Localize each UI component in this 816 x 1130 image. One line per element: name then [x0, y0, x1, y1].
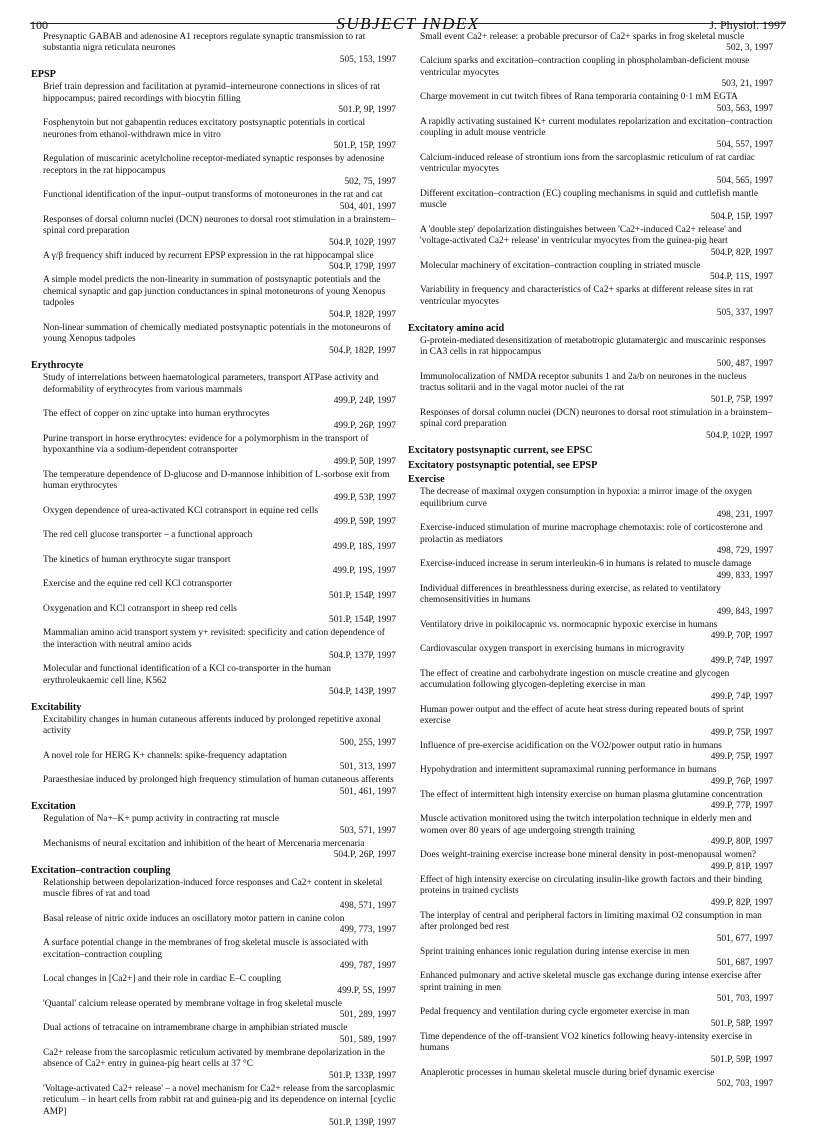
entry-title: Study of interrelations between haematological parameters, transport ATPase activity and deformability of erythrocytes from various mammals	[43, 373, 379, 395]
index-entry	[408, 487, 773, 522]
index-heading: Excitatory postsynaptic current, see EPSC	[408, 445, 593, 456]
index-entry	[31, 251, 396, 274]
index-entry	[408, 911, 773, 946]
entry-reference: 499, 773, 1997	[339, 925, 396, 935]
entry-title: Regulation of Na+–K+ pump activity in contracting rat muscle	[43, 814, 280, 824]
entry-title: Ca2+ release from the sarcoplasmic reticulum activated by membrane depolarization in the absence of Ca2+ entry in guinea-pig heart cells at 37 °C	[43, 1047, 385, 1069]
entry-title: Hypohydration and intermittent supramaximal running performance in humans	[420, 765, 717, 775]
index-heading: Excitation–contraction coupling	[31, 864, 171, 876]
entry-title: Responses of dorsal column nuclei (DCN) neurones to dorsal root stimulation in a brainstem–spinal cord preparation	[43, 214, 396, 236]
index-entry	[408, 559, 773, 582]
entry-title: Local changes in [Ca2+] and their role in cardiac E–C coupling	[43, 974, 282, 984]
index-entry	[31, 530, 396, 553]
index-entry	[31, 409, 396, 432]
index-entry	[31, 938, 396, 973]
entry-reference: 499.P, 75P, 1997	[710, 752, 773, 762]
entry-reference: 499.P, 82P, 1997	[710, 897, 773, 908]
entry-title: Mechanisms of neural excitation and inhibition of the heart of Mercenaria mercenaria	[43, 838, 365, 849]
index-entry	[408, 875, 773, 910]
entry-title: Purine transport in horse erythrocytes: evidence for a polymorphism in the transport of hypoxanthine via a sodium-dependent cotransporter	[43, 433, 369, 455]
index-entry	[408, 971, 773, 1006]
index-entry	[408, 336, 773, 371]
index-entry	[408, 523, 773, 558]
index-entry	[31, 914, 396, 937]
index-entry	[31, 715, 396, 750]
index-entry	[408, 261, 773, 284]
entry-reference: 504.P, 102P, 1997	[329, 237, 396, 248]
entry-title: A rapidly activating sustained K+ current modulates repolarization and excitation–contraction coupling in adult mouse ventricle	[420, 116, 773, 138]
entry-title: Sprint training enhances ionic regulation during intense exercise in men	[420, 946, 690, 957]
entry-reference: 501.P, 75P, 1997	[710, 394, 773, 405]
index-entry	[408, 814, 773, 849]
index-entry	[31, 604, 396, 627]
index-heading: EPSP	[31, 69, 56, 80]
entry-reference: 501, 461, 1997	[339, 786, 396, 797]
entry-reference: 501.P, 59P, 1997	[710, 1054, 773, 1065]
entry-title: Molecular and functional identification of a KCl co-transporter in the human erythroleukaemic cell line, K562	[43, 664, 331, 686]
index-heading: Exercise	[408, 474, 445, 485]
entry-reference: 499.P, 24P, 1997	[333, 396, 396, 406]
entry-reference: 499, 843, 1997	[716, 606, 773, 617]
index-heading: Erythrocyte	[31, 360, 84, 371]
entry-reference: 501.P, 133P, 1997	[329, 1070, 396, 1081]
entry-reference: 501.P, 9P, 1997	[338, 105, 396, 115]
entry-reference: 504.P, 15P, 1997	[710, 211, 773, 222]
index-entry	[31, 555, 396, 578]
entry-reference: 504.P, 179P, 1997	[329, 262, 396, 272]
index-entry	[31, 664, 396, 699]
entry-title: Different excitation–contraction (EC) coupling mechanisms in squid and cuttlefish mantle muscle	[420, 188, 759, 210]
entry-title: Relationship between depolarization-induced force responses and Ca2+ content in skeletal muscle fibres of rat and toad	[43, 877, 383, 899]
entry-reference: 499, 787, 1997	[339, 961, 396, 971]
entry-title: Pedal frequency and ventilation during cycle ergometer exercise in man	[420, 1007, 690, 1017]
entry-reference: 504, 565, 1997	[716, 175, 773, 186]
index-entry	[408, 285, 773, 320]
entry-title: The interplay of central and peripheral factors in limiting maximal O2 consumption in man after prolonged bed rest	[420, 910, 762, 932]
entry-reference: 499.P, 18S, 1997	[332, 541, 396, 552]
entry-reference: 498, 231, 1997	[716, 510, 773, 520]
entry-reference: 503, 571, 1997	[339, 825, 396, 836]
entry-title: Oxygen dependence of urea-activated KCl cotransport in equine red cells	[43, 505, 319, 516]
index-entry	[408, 117, 773, 152]
index-entry	[408, 644, 773, 667]
entry-title: 'Voltage-activated Ca2+ release' – a novel mechanism for Ca2+ release from the sarcoplasmic reticulum – in heart cells from rabbit rat and guinea-pig and its dependence on internal [cyclic AMP]	[43, 1083, 396, 1117]
index-entry	[31, 1048, 396, 1083]
journal-reference: J. Physiol. 1997	[709, 18, 786, 32]
entry-reference: 501, 589, 1997	[339, 1034, 396, 1045]
index-entry	[408, 765, 773, 788]
entry-title: Calcium sparks and excitation–contraction coupling in phospholamban-deficient mouse ventricular myocytes	[420, 56, 750, 78]
entry-reference: 501.P, 154P, 1997	[329, 615, 396, 625]
index-column-right	[408, 30, 773, 1091]
index-entry	[408, 153, 773, 188]
entry-title: Does weight-training exercise increase bone mineral density in post-menopausal women?	[420, 850, 757, 860]
index-entry	[408, 705, 773, 740]
page-title: SUBJECT INDEX	[336, 14, 480, 33]
entry-title: Ventilatory drive in poikilocapnic vs. normocapnic hypoxic exercise in humans	[420, 619, 718, 630]
entry-reference: 501, 687, 1997	[716, 958, 773, 968]
entry-title: Individual differences in breathlessness during exercise, as related to ventilatory chemosensitivities in humans	[420, 583, 721, 605]
entry-reference: 499.P, 53P, 1997	[333, 492, 396, 503]
entry-title: A simple model predicts the non-linearity in summation of postsynaptic potentials and the chemical synaptic and gap junction conductances in spinal motoneurons of young Xenopus tadpoles	[43, 275, 386, 308]
index-entry	[31, 839, 396, 862]
entry-title: Small event Ca2+ release: a probable precursor of Ca2+ sparks in frog skeletal muscle	[420, 31, 745, 42]
entry-title: The effect of creatine and carbohydrate ingestion on muscle creatine and glycogen accumulation following glycogen-depleting exercise in man	[420, 668, 730, 690]
index-entry	[31, 323, 396, 358]
entry-reference: 499.P, 76P, 1997	[710, 776, 773, 787]
index-entry	[31, 215, 396, 250]
entry-title: Molecular machinery of excitation–contraction coupling in striated muscle	[420, 260, 701, 271]
index-entry	[31, 1084, 396, 1130]
index-entry	[408, 32, 773, 55]
entry-title: Dual actions of tetracaine on intramembrane charge in amphibian striated muscle	[43, 1023, 348, 1033]
entry-title: Muscle activation monitored using the twitch interpolation technique in elderly men and women over 80 years of age undergoing strength training	[420, 814, 752, 836]
index-heading: Excitability	[31, 701, 82, 713]
entry-title: Exercise and the equine red cell KCl cotransporter	[43, 579, 233, 589]
entry-reference: 502, 703, 1997	[716, 1079, 773, 1089]
entry-reference: 502, 3, 1997	[726, 43, 773, 53]
index-entry	[31, 974, 396, 997]
index-entry	[31, 118, 396, 153]
index-entry	[408, 408, 773, 443]
page-number: 100	[30, 18, 48, 32]
entry-reference: 501, 677, 1997	[716, 933, 773, 944]
entry-reference: 501.P, 15P, 1997	[333, 141, 396, 151]
entry-title: The red cell glucose transporter – a functional approach	[43, 530, 253, 540]
entry-reference: 501, 703, 1997	[716, 994, 773, 1004]
entry-reference: 504.P, 11S, 1997	[710, 272, 773, 282]
entry-title: Time dependence of the off-transient VO2 kinetics following heavy-intensity exercise in humans	[420, 1031, 753, 1053]
entry-title: A γ/β frequency shift induced by recurrent EPSP expression in the rat hippocampal slice	[43, 250, 374, 261]
entry-title: Basal release of nitric oxide induces an oscillatory motor pattern in canine colon	[43, 913, 345, 924]
entry-title: Effect of high intensity exercise on circulating insulin-like growth factors and their binding proteins in trained cyclists	[420, 874, 762, 896]
entry-title: Brief train depression and facilitation at pyramid–interneurone connections in slices of rat hippocampus; paired recordings with biocytin filling	[43, 82, 381, 104]
entry-title: The effect of intermittent high intensity exercise on human plasma glutamine concentration	[420, 789, 763, 800]
entry-title: Cardiovascular oxygen transport in exercising humans in microgravity	[420, 644, 685, 654]
entry-reference: 504.P, 102P, 1997	[706, 430, 773, 441]
index-entry	[408, 620, 773, 643]
entry-reference: 503, 21, 1997	[721, 79, 773, 89]
index-entry	[31, 434, 396, 469]
index-entry	[408, 790, 773, 813]
entry-title: 'Quantal' calcium release operated by membrane voltage in frog skeletal muscle	[43, 998, 343, 1009]
index-heading: Excitatory postsynaptic potential, see EPSP	[408, 459, 598, 471]
entry-title: Oxygenation and KCl cotransport in sheep red cells	[43, 603, 237, 614]
entry-title: Regulation of muscarinic acetylcholine receptor-mediated synaptic responses by adenosine receptors in the rat hippocampus	[43, 154, 385, 176]
entry-reference: 499.P, 74P, 1997	[710, 655, 773, 666]
entry-reference: 499.P, 81P, 1997	[710, 861, 773, 872]
index-entry	[408, 1068, 773, 1091]
entry-title: A novel role for HERG K+ channels: spike-frequency adaptation	[43, 750, 287, 761]
entry-reference: 504, 557, 1997	[716, 139, 773, 150]
index-column-left	[31, 30, 396, 1130]
entry-reference: 504.P, 182P, 1997	[329, 309, 396, 320]
index-entry	[31, 190, 396, 213]
index-entry	[408, 1007, 773, 1030]
entry-title: The decrease of maximal oxygen consumption in hypoxia: a mirror image of the oxygen equilibrium curve	[420, 487, 752, 509]
entry-title: Non-linear summation of chemically mediated postsynaptic potentials in the motoneurons of young Xenopus tadpoles	[43, 322, 391, 344]
entry-reference: 504, 401, 1997	[339, 201, 396, 212]
entry-title: Variability in frequency and characteristics of Ca2+ sparks at different release sites in rat ventricular myocytes	[420, 285, 753, 307]
entry-reference: 505, 153, 1997	[339, 54, 396, 65]
index-entry	[31, 154, 396, 189]
index-entry	[408, 372, 773, 407]
entry-reference: 499.P, 5S, 1997	[337, 985, 396, 996]
index-entry	[31, 628, 396, 663]
entry-reference: 499.P, 80P, 1997	[710, 837, 773, 847]
entry-title: Human power output and the effect of acute heat stress during repeated bouts of sprint exercise	[420, 704, 744, 726]
entry-reference: 499.P, 74P, 1997	[710, 691, 773, 702]
index-heading: Excitatory amino acid	[408, 322, 505, 334]
entry-reference: 505, 337, 1997	[716, 308, 773, 318]
entry-reference: 499, 833, 1997	[716, 570, 773, 581]
entry-title: Calcium-induced release of strontium ions from the sarcoplasmic reticulum of rat cardiac ventricular myocytes	[420, 152, 756, 174]
entry-title: Functional identification of the input–output transforms of motoneurones in the rat and cat	[43, 190, 383, 200]
entry-reference: 503, 563, 1997	[716, 103, 773, 114]
index-entry	[31, 470, 396, 505]
entry-reference: 499.P, 19S, 1997	[332, 566, 396, 576]
entry-title: Exercise-induced stimulation of murine macrophage chemotaxis: role of corticosterone and prolactin as mediators	[420, 523, 763, 545]
entry-reference: 501, 289, 1997	[339, 1010, 396, 1020]
entry-reference: 501.P, 139P, 1997	[329, 1118, 396, 1128]
entry-reference: 502, 75, 1997	[344, 177, 396, 187]
entry-title: Mammalian amino acid transport system y+ revisited: specificity and cation dependence of the interaction with neutral amino acids	[43, 628, 385, 650]
entry-title: The effect of copper on zinc uptake into human erythrocytes	[43, 409, 270, 419]
entry-title: Charge movement in cut twitch fibres of Rana temporaria containing 0·1 mM EGTA	[420, 92, 738, 102]
entry-title: Fosphenytoin but not gabapentin reduces excitatory postsynaptic potentials in cortical neurones from ethanol-withdrawn mice in vitro	[43, 118, 366, 140]
index-entry	[408, 584, 773, 619]
index-heading: Excitation	[31, 801, 76, 812]
header-rule	[30, 23, 786, 24]
entry-reference: 499.P, 77P, 1997	[710, 801, 773, 811]
index-entry	[408, 56, 773, 91]
entry-reference: 501.P, 154P, 1997	[329, 590, 396, 601]
entry-reference: 499.P, 50P, 1997	[333, 456, 396, 467]
entry-reference: 498, 729, 1997	[716, 546, 773, 556]
index-entry	[408, 92, 773, 115]
entry-reference: 501.P, 58P, 1997	[710, 1018, 773, 1029]
index-entry	[31, 373, 396, 408]
index-entry	[31, 32, 396, 67]
entry-reference: 504.P, 182P, 1997	[329, 345, 396, 356]
index-entry	[408, 1032, 773, 1067]
entry-reference: 504.P, 137P, 1997	[329, 651, 396, 661]
entry-reference: 499.P, 70P, 1997	[710, 631, 773, 641]
entry-reference: 499.P, 26P, 1997	[333, 420, 396, 431]
entry-title: Excitability changes in human cutaneous afferents induced by prolonged repetitive axonal activity	[43, 714, 381, 736]
entry-reference: 504.P, 82P, 1997	[710, 247, 773, 258]
index-entry	[408, 225, 773, 260]
index-entry	[31, 1023, 396, 1046]
index-entry	[31, 751, 396, 774]
entry-reference: 504.P, 26P, 1997	[333, 850, 396, 860]
entry-title: The kinetics of human erythrocyte sugar transport	[43, 554, 231, 565]
index-entry	[31, 82, 396, 117]
index-entry	[408, 947, 773, 970]
entry-reference: 498, 571, 1997	[339, 900, 396, 911]
entry-title: Enhanced pulmonary and active skeletal muscle gas exchange during intense exercise after sprint training in men	[420, 971, 762, 993]
entry-title: Responses of dorsal column nuclei (DCN) neurones to dorsal root stimulation in a brainstem–spinal cord preparation	[420, 407, 773, 429]
entry-reference: 499.P, 59P, 1997	[333, 517, 396, 527]
entry-reference: 500, 255, 1997	[339, 737, 396, 748]
entry-reference: 501, 313, 1997	[339, 762, 396, 772]
entry-reference: 500, 487, 1997	[716, 358, 773, 369]
entry-title: Immunolocalization of NMDA receptor subunits 1 and 2a/b on neurones in the nucleus tractus solitarii and in the vagal motor nuclei of the rat	[420, 371, 747, 393]
index-entry	[31, 579, 396, 602]
entry-reference: 499.P, 75P, 1997	[710, 727, 773, 738]
entry-title: A surface potential change in the membranes of frog skeletal muscle is associated with excitation–contraction coupling	[43, 938, 369, 960]
entry-title: Paraesthesiae induced by prolonged high frequency stimulation of human cutaneous afferents	[43, 775, 394, 785]
index-entry	[31, 814, 396, 837]
entry-title: Influence of pre-exercise acidification on the VO2/power output ratio in humans	[420, 740, 722, 751]
entry-title: Anaplerotic processes in human skeletal muscle during brief dynamic exercise	[420, 1067, 715, 1078]
index-entry	[31, 878, 396, 913]
entry-title: G-protein-mediated desensitization of metabotropic glutamatergic and muscarinic responses in CA3 cells in rat hippocampus	[420, 335, 766, 357]
index-entry	[31, 275, 396, 321]
index-entry	[31, 999, 396, 1022]
entry-title: Exercise-induced increase in serum interleukin-6 in humans is related to muscle damage	[420, 559, 752, 569]
index-entry	[408, 741, 773, 764]
index-entry	[31, 775, 396, 798]
index-entry	[408, 850, 773, 873]
entry-reference: 504.P, 143P, 1997	[329, 687, 396, 697]
index-entry	[408, 189, 773, 224]
index-entry	[408, 669, 773, 704]
index-entry	[31, 506, 396, 529]
entry-title: The temperature dependence of D-glucose and D-mannose inhibition of L-sorbose exit from human erythrocytes	[43, 469, 390, 491]
entry-title: A 'double step' depolarization distinguishes between 'Ca2+-induced Ca2+ release' and 'voltage-activated Ca2+ release' in ventricular myocytes from the guinea-pig heart	[420, 224, 742, 246]
entry-title: Presynaptic GABAB and adenosine A1 receptors regulate synaptic transmission to rat substantia nigra reticulata neurones	[43, 31, 366, 53]
